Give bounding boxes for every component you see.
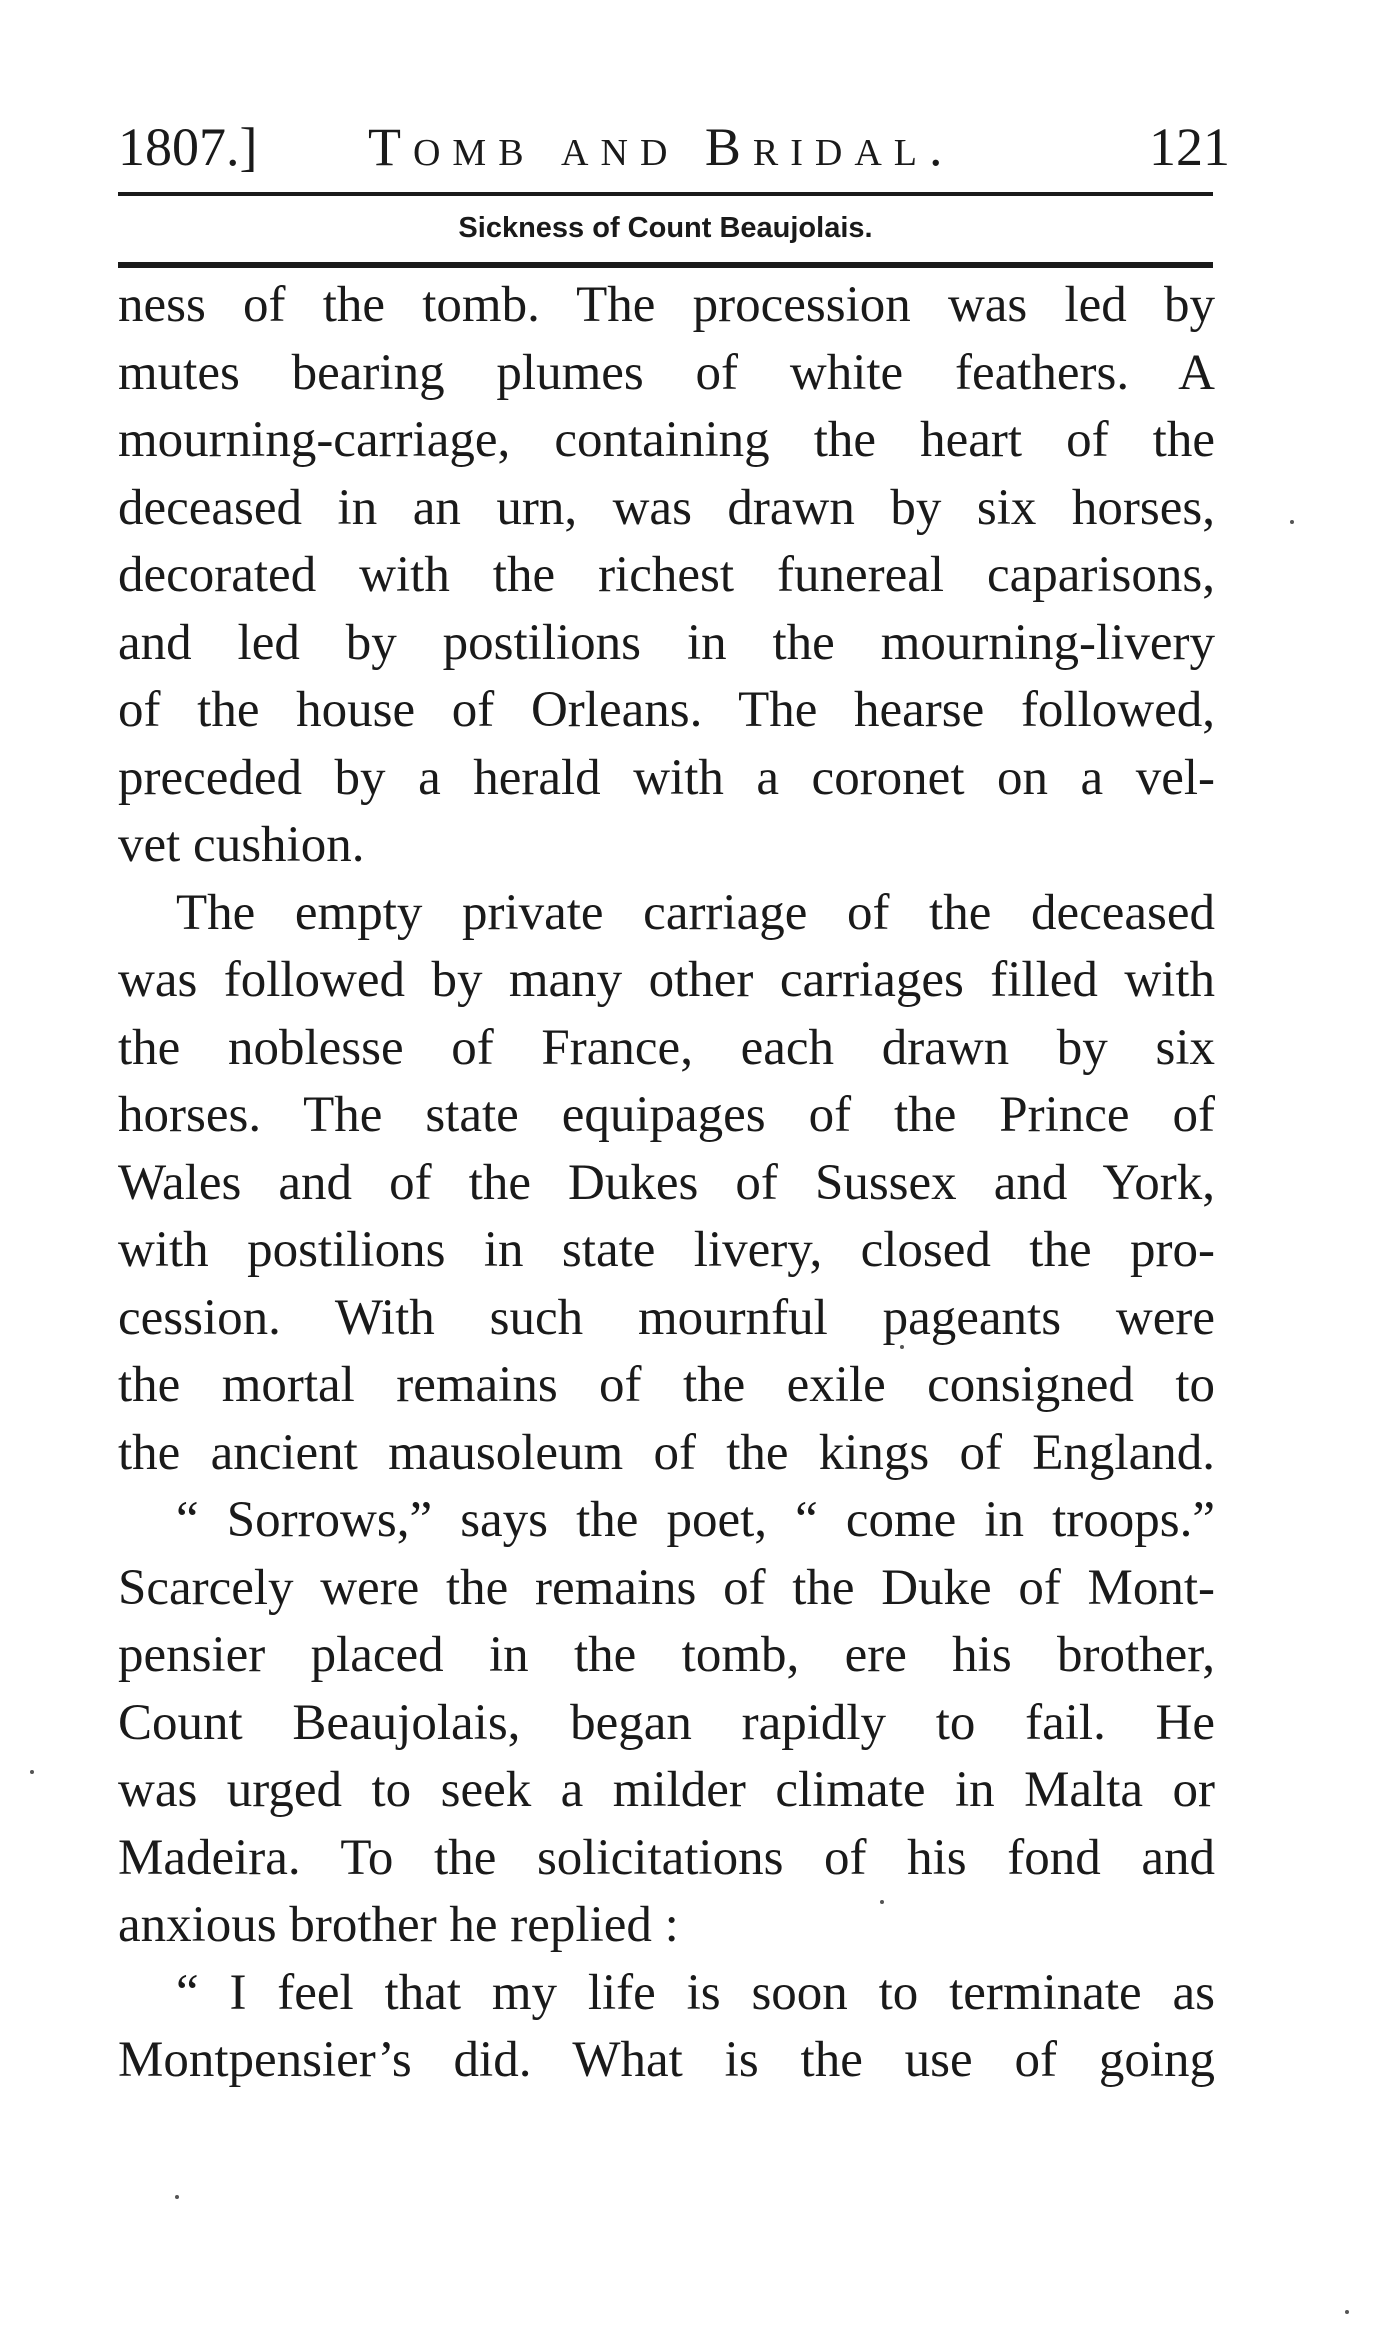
text-line: “ I feel that my life is soon to terminate as (176, 1964, 1215, 2021)
text-line: deceased in an urn, was drawn by six horses, (118, 479, 1215, 536)
text-line: of the house of Orleans. The hearse followed, (118, 682, 1215, 738)
text-line: vet cushion. (118, 817, 365, 873)
text-line: preceded by a herald with a coronet on a vel- (118, 749, 1215, 806)
text-line: Scarcely were the remains of the Duke of Mont- (118, 1559, 1215, 1616)
header-rule-top (118, 192, 1213, 196)
print-speck (175, 2195, 179, 2199)
text-line: The empty private carriage of the deceased (176, 884, 1215, 941)
text-line: Count Beaujolais, began rapidly to fail. He (118, 1694, 1215, 1751)
print-speck (900, 1345, 904, 1349)
page-number: 121 (1149, 117, 1230, 177)
header-rule-bottom (118, 262, 1213, 268)
text-line: the ancient mausoleum of the kings of England. (118, 1424, 1215, 1481)
text-line: and led by postilions in the mourning-livery (118, 614, 1215, 671)
body-text (118, 272, 1215, 2095)
text-line: the mortal remains of the exile consigned to (118, 1357, 1215, 1413)
header-year: 1807.] (118, 117, 258, 177)
print-speck (1345, 2310, 1349, 2314)
print-speck (30, 1770, 34, 1774)
text-line: was urged to seek a milder climate in Malta or (118, 1762, 1215, 1818)
text-line: Wales and of the Dukes of Sussex and York, (118, 1154, 1215, 1211)
text-line: Madeira. To the solicitations of his fond and (118, 1829, 1215, 1886)
running-head (118, 112, 1230, 182)
text-line: anxious brother he replied : (118, 1897, 679, 1953)
text-line: pensier placed in the tomb, ere his brother, (118, 1627, 1215, 1683)
text-line: “ Sorrows,” says the poet, “ come in troops.” (176, 1492, 1215, 1548)
text-line: Montpensier’s did. What is the use of going (118, 2032, 1215, 2088)
text-line: mutes bearing plumes of white feathers. A (118, 344, 1215, 401)
text-line: was followed by many other carriages filled with (118, 952, 1215, 1008)
text-line: decorated with the richest funereal caparisons, (118, 547, 1215, 603)
text-line: the noblesse of France, each drawn by six (118, 1019, 1215, 1076)
text-line: horses. The state equipages of the Prince of (118, 1087, 1215, 1143)
section-subheading: Sickness of Count Beaujolais. (458, 212, 873, 244)
print-speck (880, 1900, 884, 1904)
text-line: with postilions in state livery, closed the pro- (118, 1222, 1215, 1278)
print-speck (1290, 520, 1294, 524)
text-line: ness of the tomb. The procession was led by (118, 277, 1215, 333)
text-line: mourning-carriage, containing the heart of the (118, 412, 1215, 468)
text-line: cession. With such mournful pageants were (118, 1289, 1215, 1346)
header-title: Tomb and Bridal. (368, 117, 955, 177)
